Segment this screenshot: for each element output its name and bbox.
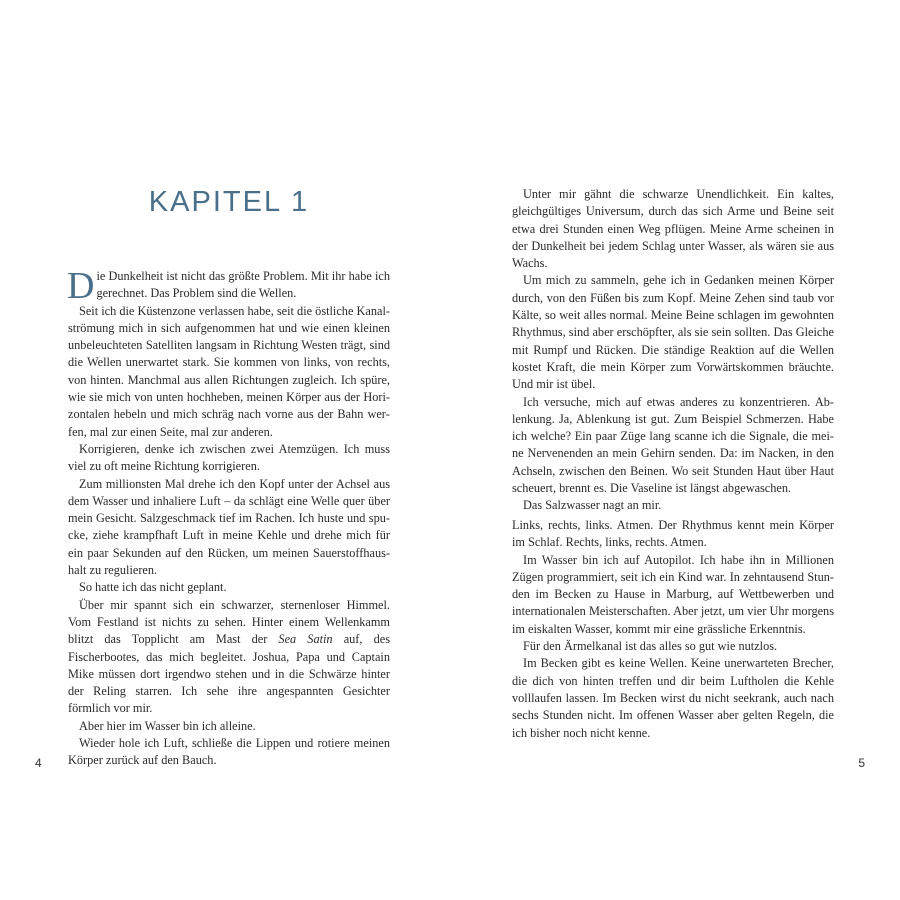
opening-paragraph [67, 265, 390, 307]
paragraph: Wieder hole ich Luft, schließe die Lippen und rotiere meinen Körper zurück auf den Bauch. [68, 736, 390, 768]
right-page-text-block-2 [512, 517, 834, 742]
page-number-right: 5 [858, 756, 865, 770]
right-page-text-block-1 [512, 186, 834, 515]
paragraph: Für den Ärmelkanal ist das alles so gut wie nutzlos. [523, 639, 778, 654]
paragraph: Im Wasser bin ich auf Autopilot. Ich habe ihn in Millionen Zügen programmiert, seit ich ein Kind war. In zehntausend Stunden im Becken zu Hause in Marburg, auf Wettbewerben und internationalen Meisterschaften. Aber jetzt, um vier Uhr morgens im eiskalten Wasser, kommt mir eine grässliche Erkenntnis. [512, 552, 834, 636]
dropcap: D [67, 265, 95, 307]
paragraph: So hatte ich das nicht geplant. [79, 580, 227, 595]
paragraph: Links, rechts, links. Atmen. Der Rhythmus kennt mein Körper im Schlaf. Rechts, links, rechts. Atmen. [512, 518, 834, 550]
paragraph-part: Über mir spannt sich ein schwarzer, sternenloser Himmel. Vom Festland ist nichts zu sehen. Hinter einem Wellenkamm blitzt das Topplicht am Mast der [68, 597, 390, 647]
paragraph: Das Salzwasser nagt an mir. [523, 498, 662, 513]
paragraph-sea-satin [68, 597, 390, 718]
page-number-left: 4 [35, 756, 42, 770]
left-page-text [67, 265, 390, 770]
paragraph-part: auf, des Fischerbootes, das mich begleitet. Joshua, Papa und Captain Mike müssen dort irgendwo stehen und in die Schwärze hinter der Reling starren. Ich sehe ihre angespannten Gesichter förmlich vor mir. [68, 632, 390, 716]
paragraph: Um mich zu sammeln, gehe ich in Gedanken meinen Körper durch, von den Füßen bis zum Kopf. Meine Zehen sind taub vor Kälte, so weit alles normal. Meine Beine schlagen im gewohnten Rhythmus, sind aber erschöpfter, als sie sein sollten. Das Gleiche mit Rumpf und Rücken. Die ständige Reaktion auf die Wellen kostet Kraft, die mein Körper zum Vorwärtskommen bräuchte. Und mir ist übel. [512, 273, 834, 392]
opening-paragraph-text: ie Dunkelheit ist nicht das größte Problem. Mit ihr habe ich gerechnet. Das Problem sind die Wellen. [96, 269, 390, 301]
paragraph: Ich versuche, mich auf etwas anderes zu konzentrieren. Ablenkung. Ja, Ablenkung ist gut. Zum Beispiel Schmerzen. Habe ich welche? Ein paar Züge lang scanne ich die Signale, die meine Nervenenden an mein Gehirn senden. Da: im Nacken, in den Achseln, zwischen den Beinen. Wo seit Stunden Haut über Haut scheuert, brennt es. Die Vaseline ist längst abgewaschen. [512, 394, 834, 496]
paragraph: Korrigieren, denke ich zwischen zwei Atemzügen. Ich muss viel zu oft meine Richtung korrigieren. [68, 441, 390, 474]
paragraph: Seit ich die Küstenzone verlassen habe, seit die östliche Kanalströmung mich in sich aufgenommen hat und wie einen kleinen unbeleuchteten Satelliten langsam in Richtung Westen trägt, sind die Wellen unerwartet stark. Sie kommen von links, von rechts, von hinten. Manchmal aus allen Richtungen zugleich. Ich spüre, wie sie mich von unten hochheben, meinen Körper aus der Horizontalen hebeln und mich schräg nach vorne aus der Bahn werfen, mal zur einen Seite, mal zur anderen. [68, 303, 390, 439]
right-page [450, 0, 900, 900]
paragraph: Aber hier im Wasser bin ich alleine. [79, 718, 256, 733]
boat-name: Sea Satin [278, 632, 333, 647]
chapter-title: KAPITEL 1 [148, 186, 310, 218]
paragraph: Zum millionsten Mal drehe ich den Kopf unter der Achsel aus dem Wasser und inhaliere Luft – da schlägt eine Welle quer über mein Gesicht. Salzgeschmack tief im Rachen. Ich huste und spucke, ziehe krampfhaft Luft in meine Kehle und drehe mich für ein paar Sekunden auf den Rücken, um meinen Sauerstoffhaushalt zu regulieren. [68, 476, 390, 578]
paragraph: Unter mir gähnt die schwarze Unendlichkeit. Ein kaltes, gleichgültiges Universum, durch das sich Arme und Beine seit etwa drei Stunden einen Weg pflügen. Meine Arme scheinen in der Dunkelheit bei jedem Schlag unter Wasser, als wären sie aus Wachs. [512, 187, 834, 271]
paragraph: Im Becken gibt es keine Wellen. Keine unerwarteten Brecher, die dich von hinten treffen und dir beim Luftholen die Kehle volllaufen lassen. Im Becken wirst du nicht seekrank, auch nach sechs Stunden nicht. Im offenen Wasser aber gelten Regeln, die ich bisher noch nicht kenne. [512, 656, 834, 740]
